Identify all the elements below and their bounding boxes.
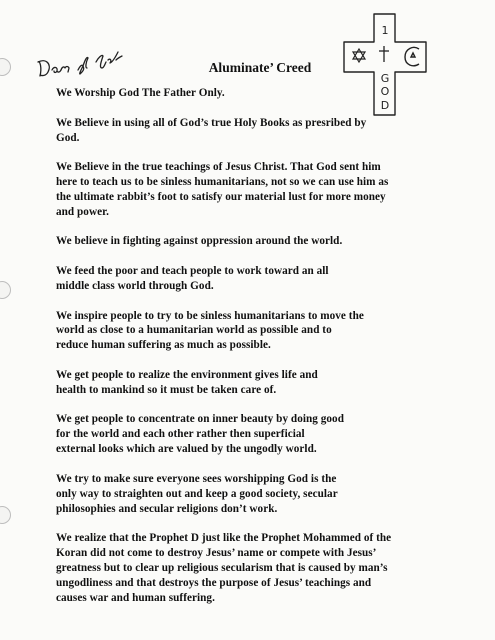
creed-line: We Believe in the true teachings of Jesus Christ. That God sent him [56, 161, 381, 174]
creed-line: We feed the poor and teach people to work toward an all [56, 265, 329, 277]
emblem-letter: O [380, 85, 390, 98]
binder-hole [0, 58, 11, 76]
emblem-letter: D [380, 99, 390, 112]
creed-line: We realize that the Prophet D just like the Prophet Mohammed of the [56, 532, 392, 545]
creed-line: We try to make sure everyone sees worshipping God is the [56, 472, 337, 485]
creed-paragraph [56, 86, 456, 101]
handwritten-signature [30, 30, 130, 90]
creed-paragraph [56, 368, 456, 398]
creed-line: world as close to a humanitarian world as possible and to [56, 324, 332, 337]
binder-hole [0, 281, 11, 299]
creed-paragraph [56, 309, 456, 354]
creed-line: Koran did not come to destroy Jesus’ name or compete with Jesus’ [56, 547, 377, 560]
creed-paragraph [56, 234, 456, 249]
creed-line: for the world and each other rather then superficial [56, 428, 305, 441]
creed-line: We believe in fighting against oppression around the world. [56, 235, 343, 248]
creed-line: philosophies and secular religions don’t work. [56, 502, 278, 515]
creed-line: reduce human suffering as much as possible. [56, 339, 271, 352]
small-cross-icon [379, 46, 389, 62]
star-of-david-icon [353, 49, 365, 62]
creed-line: We get people to concentrate on inner beauty by doing good [56, 413, 344, 426]
creed-line: only way to straighten out and keep a good society, secular [56, 487, 338, 500]
creed-line: ungodliness and that destroys the purpose of Jesus’ teachings and [56, 576, 372, 589]
creed-paragraph [56, 531, 456, 606]
creed-line: middle class world through God. [56, 279, 214, 292]
creed-body [56, 86, 456, 620]
creed-line: greatness but to clear up religious secularism that is caused by man’s [56, 562, 388, 575]
creed-line: We inspire people to try to be sinless humanitarians to move the [56, 309, 364, 322]
creed-line: external looks which are valued by the ungodly world. [56, 443, 317, 456]
creed-paragraph [56, 412, 456, 457]
creed-line: health to mankind so it must be taken care of. [56, 383, 277, 396]
creed-paragraph [56, 116, 456, 146]
creed-paragraph [56, 472, 456, 517]
crescent-star-icon [405, 47, 419, 65]
creed-line: the ultimate rabbit’s foot to satisfy our material lust for more money [56, 190, 386, 203]
document-title: Aluminate’ Creed [208, 60, 312, 75]
creed-line: here to teach us to be sinless humanitarians, not so we can use him as [56, 176, 389, 188]
emblem-letter: G [380, 72, 390, 85]
creed-line: and power. [56, 205, 109, 218]
creed-line: We Believe in using all of God’s true Holy Books as presribed by [56, 116, 367, 129]
emblem-letter: 1 [381, 24, 389, 37]
creed-paragraph [56, 264, 456, 294]
creed-line: We Worship God The Father Only. [56, 87, 225, 99]
creed-paragraph [56, 160, 456, 220]
creed-line: God. [56, 131, 80, 144]
binder-hole [0, 506, 11, 524]
creed-line: We get people to realize the environment gives life and [56, 368, 318, 381]
creed-line: causes war and human suffering. [56, 591, 215, 604]
